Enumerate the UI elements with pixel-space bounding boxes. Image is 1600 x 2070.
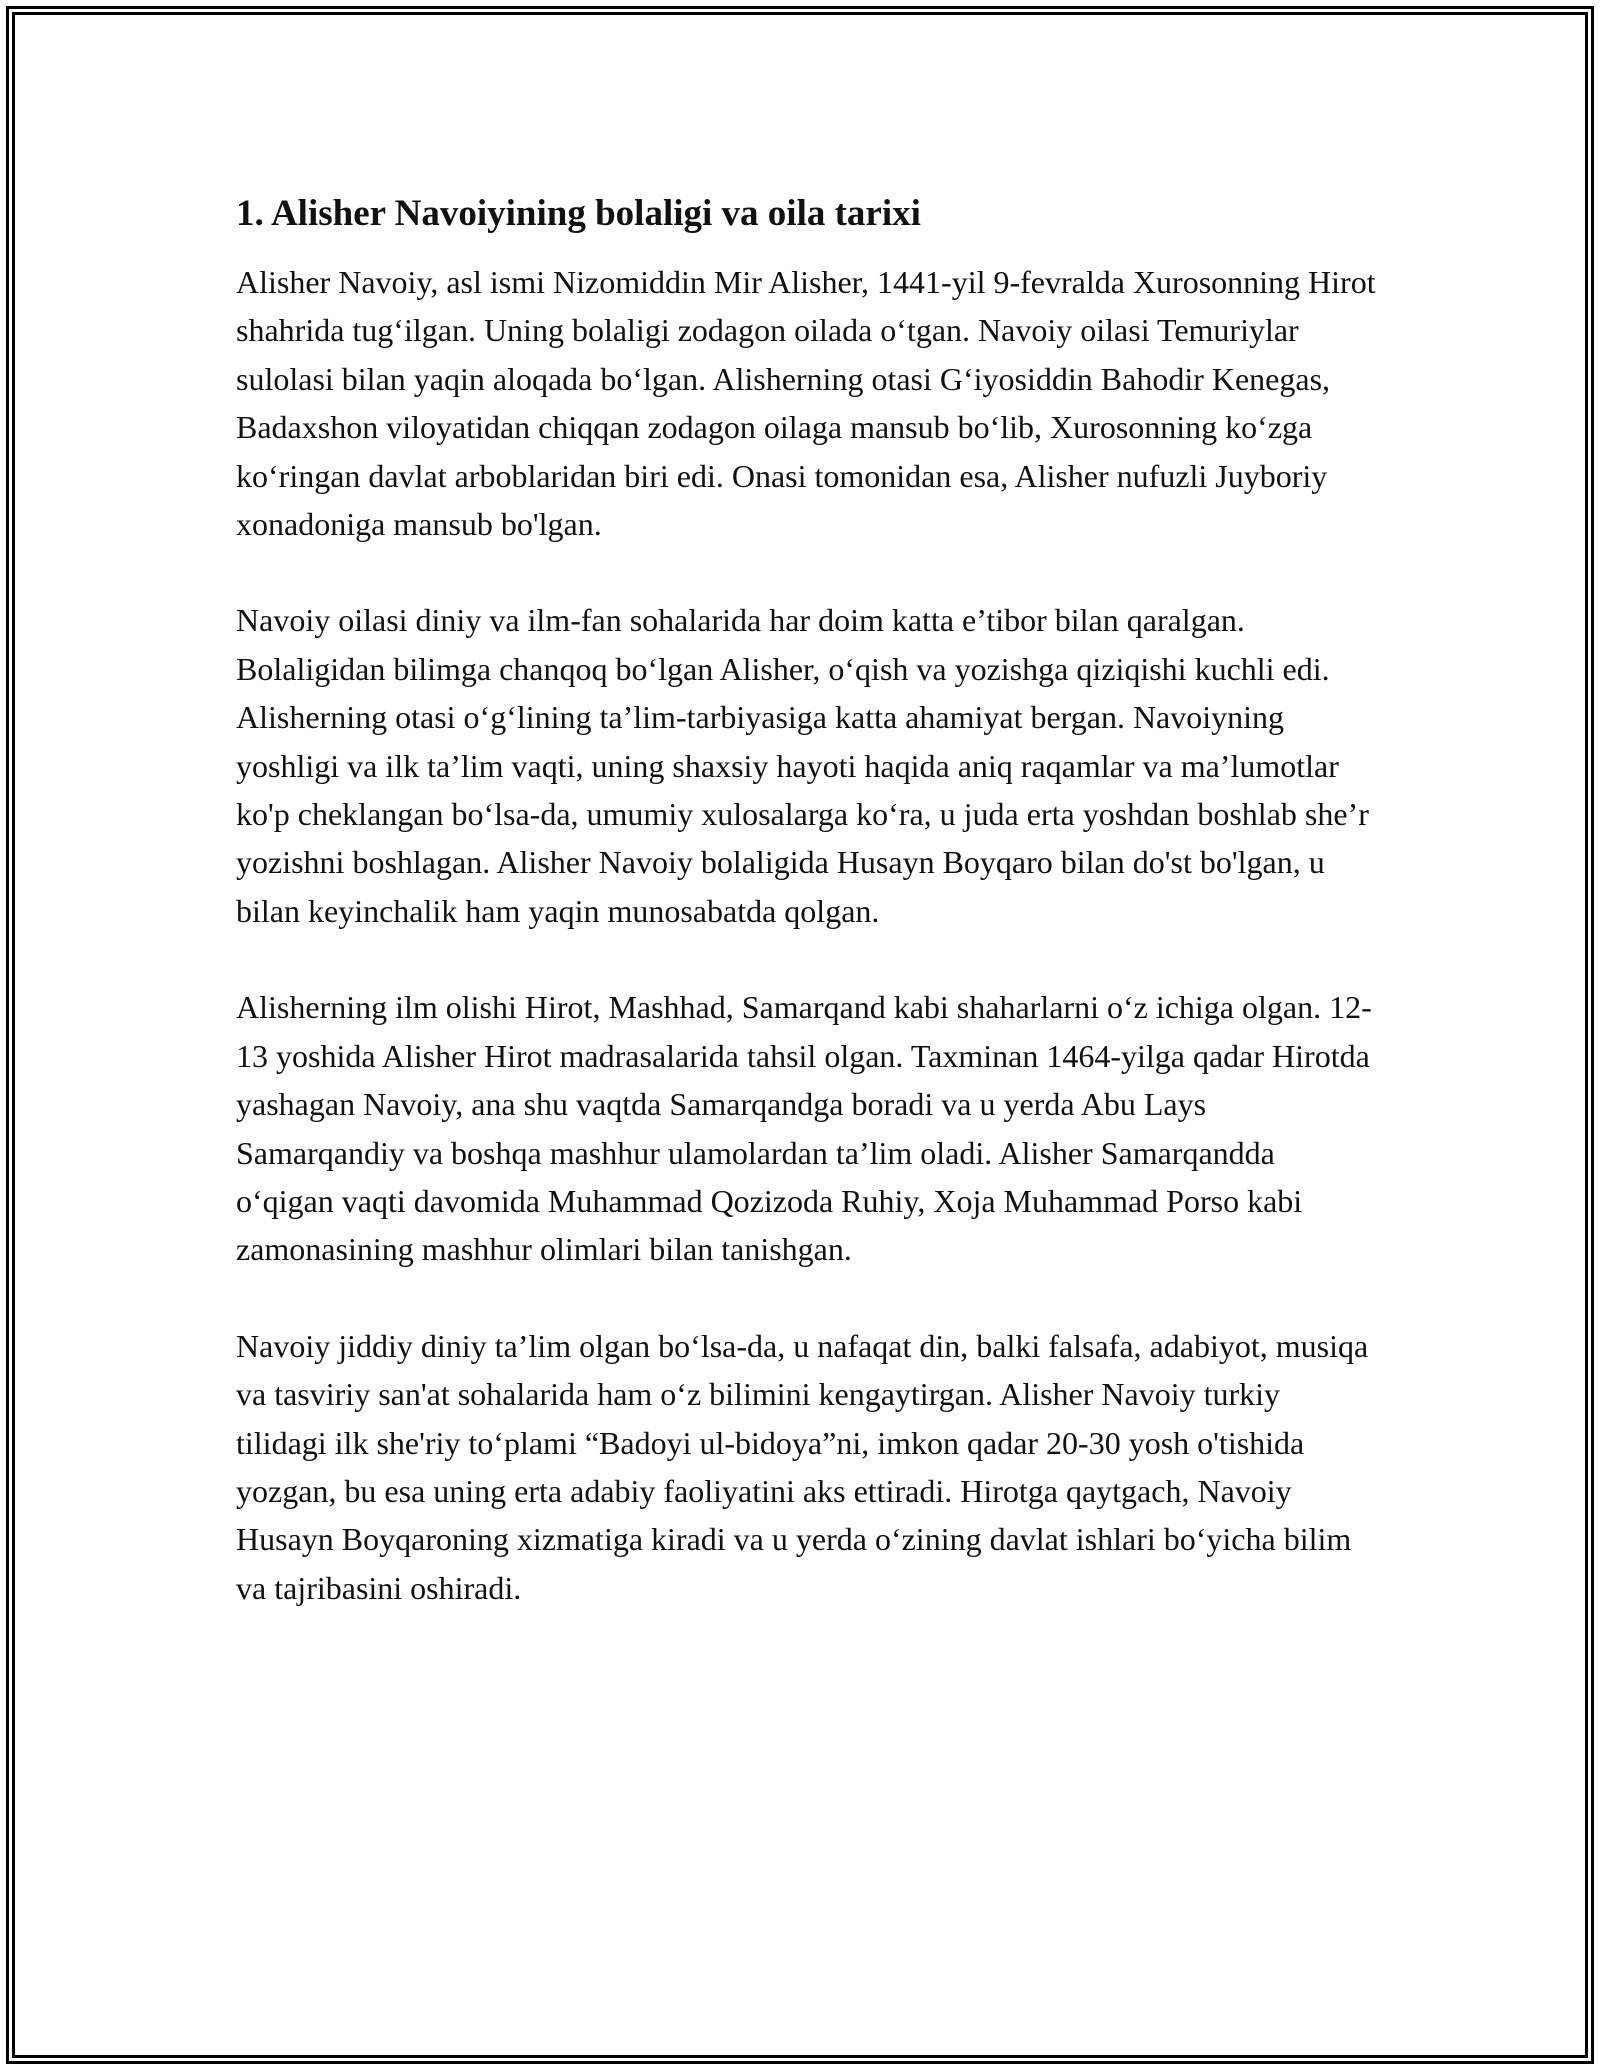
paragraph-1: Alisher Navoiy, asl ismi Nizomiddin Mir Alisher, 1441-yil 9-fevralda Xurosonning Hirot shahrida tug‘ilgan. Uning bolaligi zodagon oilada o‘tgan. Navoiy oilasi Temuriylar sulolasi bilan yaqin aloqada bo‘lgan. Alisherning otasi G‘iyosiddin Bahodir Kenegas, Badaxshon viloyatidan chiqqan zodagon oilaga mansub bo‘lib, Xurosonning ko‘zga ko‘ringan davlat arboblaridan biri edi. Onasi tomonidan esa, Alisher nufuzli Juyboriy xonadoniga mansub bo'lgan. — [236, 264, 1376, 543]
document-body — [236, 186, 1376, 1612]
section-heading: 1. Alisher Navoiyining bolaligi va oila tarixi — [236, 193, 921, 234]
paragraph-2: Navoiy oilasi diniy va ilm-fan sohalarida har doim katta e’tibor bilan qaralgan. Bolaligidan bilimga chanqoq bo‘lgan Alisher, o‘qish va yozishga qiziqishi kuchli edi. Alisherning otasi o‘g‘lining ta’lim-tarbiyasiga katta ahamiyat bergan. Navoiyning yoshligi va ilk ta’lim vaqti, uning shaxsiy hayoti haqida aniq raqamlar va ma’lumotlar ko'p cheklangan bo‘lsa-da, umumiy xulosalarga ko‘ra, u juda erta yoshdan boshlab she’r yozishni boshlagan. Alisher Navoiy bolaligida Husayn Boyqaro bilan do'st bo'lgan, u bilan keyinchalik ham yaqin munosabatda qolgan. — [236, 602, 1369, 929]
paragraph-3: Alisherning ilm olishi Hirot, Mashhad, Samarqand kabi shaharlarni o‘z ichiga olgan. 12-13 yoshida Alisher Hirot madrasalarida tahsil olgan. Taxminan 1464-yilga qadar Hirotda yashagan Navoiy, ana shu vaqtda Samarqandga boradi va u yerda Abu Lays Samarqandiy va boshqa mashhur ulamolardan ta’lim oladi. Alisher Samarqandda o‘qigan vaqti davomida Muhammad Qozizoda Ruhiy, Xoja Muhammad Porso kabi zamonasining mashhur olimlari bilan tanishgan. — [236, 989, 1372, 1268]
paragraph-4: Navoiy jiddiy diniy ta’lim olgan bo‘lsa-da, u nafaqat din, balki falsafa, adabiyot, musiqa va tasviriy san'at sohalarida ham o‘z bilimini kengaytirgan. Alisher Navoiy turkiy tilidagi ilk she'riy to‘plami “Badoyi ul-bidoya”ni, imkon qadar 20-30 yosh o'tishida yozgan, bu esa uning erta adabiy faoliyatini aks ettiradi. Hirotga qaytgach, Navoiy Husayn Boyqaroning xizmatiga kiradi va u yerda o‘zining davlat ishlari bo‘yicha bilim va tajribasini oshiradi. — [236, 1327, 1369, 1606]
